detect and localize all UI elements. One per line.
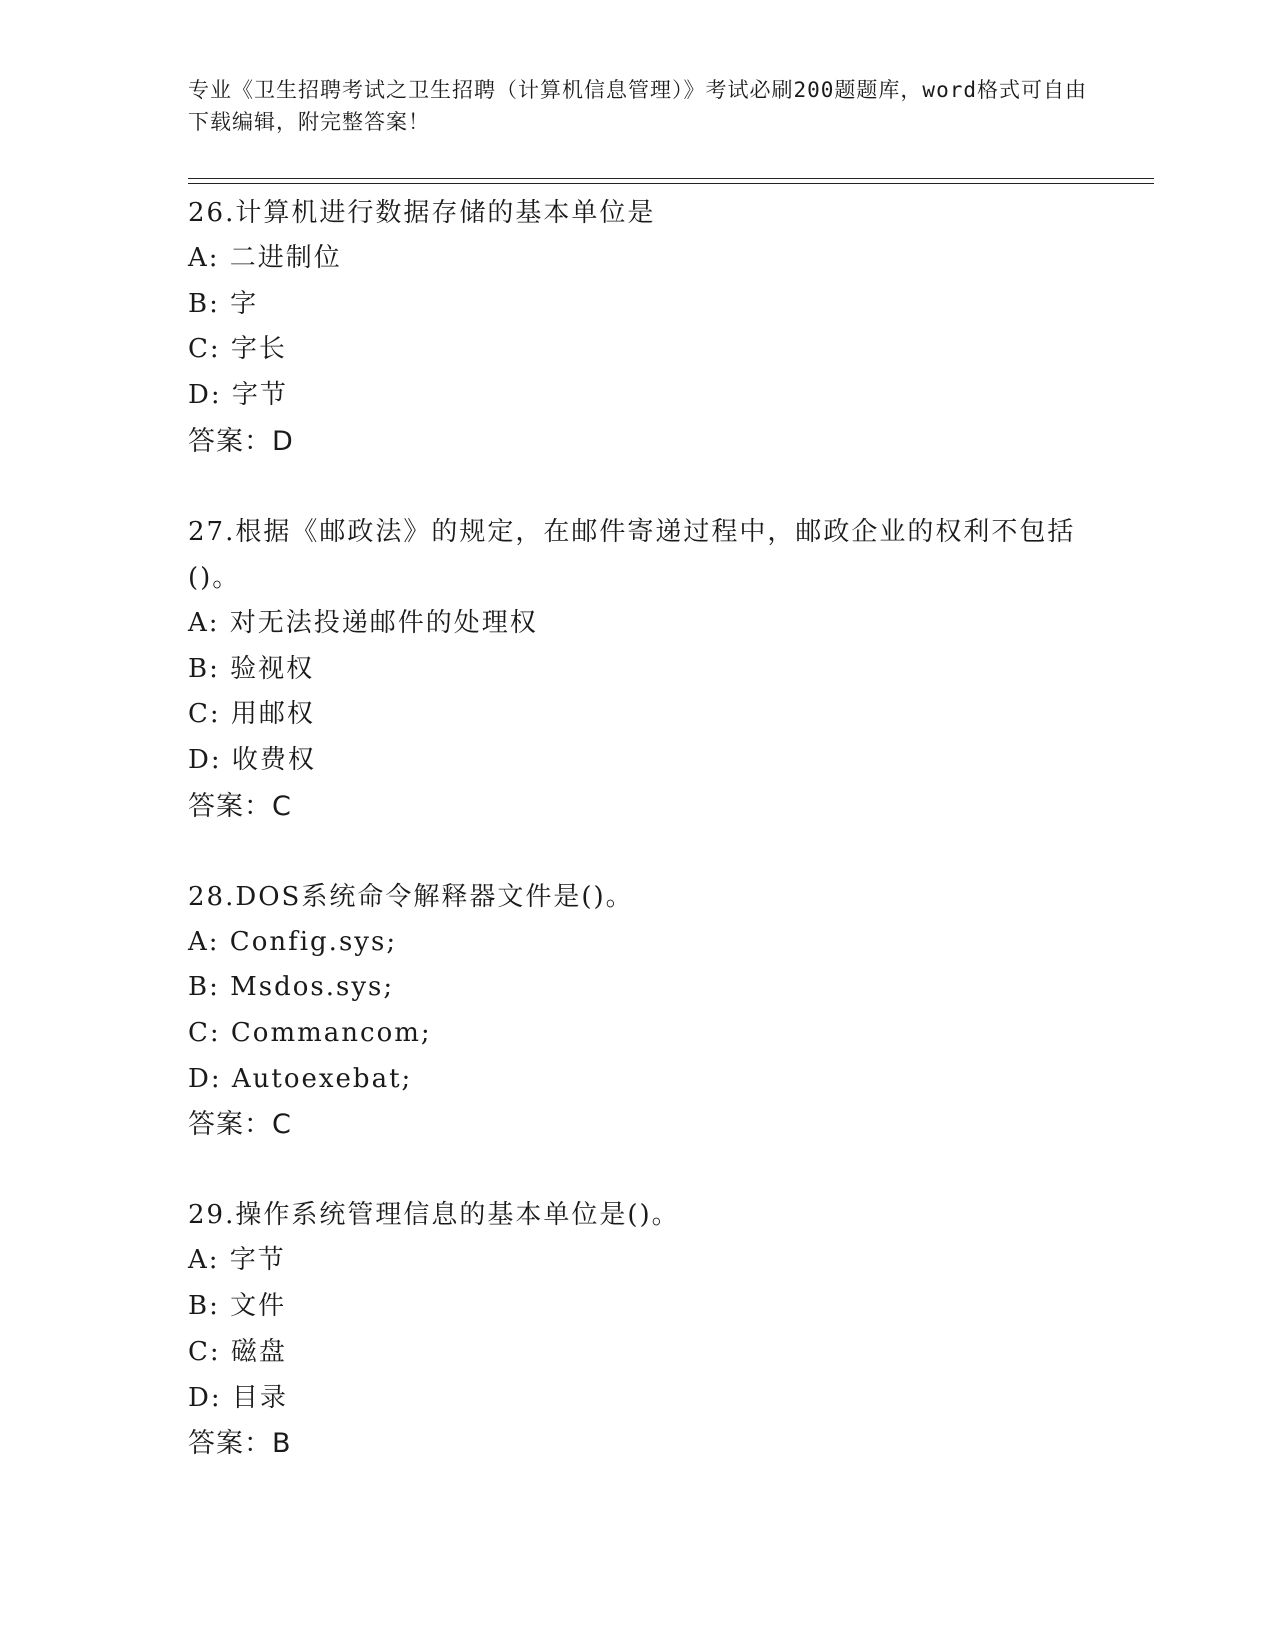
option-b: B: 字 bbox=[188, 288, 259, 319]
option-b: B: Msdos.sys; bbox=[188, 972, 395, 1003]
option-d: D: Autoexebat; bbox=[188, 1063, 413, 1094]
option-b: B: 文件 bbox=[188, 1291, 287, 1322]
question-27 bbox=[188, 509, 1088, 830]
option-c: C: 用邮权 bbox=[188, 699, 315, 730]
document-header: 专业《卫生招聘考试之卫生招聘（计算机信息管理）》考试必刷200题题库，word格式可自由下载编辑，附完整答案！ bbox=[188, 78, 1087, 134]
answer: 答案：C bbox=[188, 790, 292, 822]
question-stem: 28.DOS系统命令解释器文件是()。 bbox=[188, 881, 634, 912]
option-c: C: 字长 bbox=[188, 334, 287, 365]
question-29 bbox=[188, 1192, 1088, 1467]
answer: 答案：C bbox=[188, 1109, 292, 1141]
option-a: A: 二进制位 bbox=[188, 243, 342, 273]
header-divider-top bbox=[188, 178, 1154, 179]
question-list bbox=[188, 190, 1088, 1511]
question-stem: 26.计算机进行数据存储的基本单位是 bbox=[188, 198, 656, 228]
question-26 bbox=[188, 190, 1088, 465]
option-a: A: Config.sys; bbox=[188, 926, 398, 957]
option-a: A: 对无法投递邮件的处理权 bbox=[188, 607, 538, 638]
option-d: D: 收费权 bbox=[188, 744, 316, 775]
option-d: D: 字节 bbox=[188, 380, 288, 411]
option-c: C: Commancom; bbox=[188, 1018, 432, 1049]
option-b: B: 验视权 bbox=[188, 653, 315, 684]
option-d: D: 目录 bbox=[188, 1382, 288, 1413]
question-stem: 27.根据《邮政法》的规定，在邮件寄递过程中，邮政企业的权利不包括()。 bbox=[188, 516, 1076, 593]
header-divider-bottom bbox=[188, 183, 1154, 184]
question-28 bbox=[188, 874, 1088, 1149]
answer: 答案：B bbox=[188, 1428, 292, 1460]
option-c: C: 磁盘 bbox=[188, 1336, 287, 1367]
option-a: A: 字节 bbox=[188, 1245, 286, 1276]
answer: 答案：D bbox=[188, 425, 294, 457]
question-stem: 29.操作系统管理信息的基本单位是()。 bbox=[188, 1200, 680, 1231]
